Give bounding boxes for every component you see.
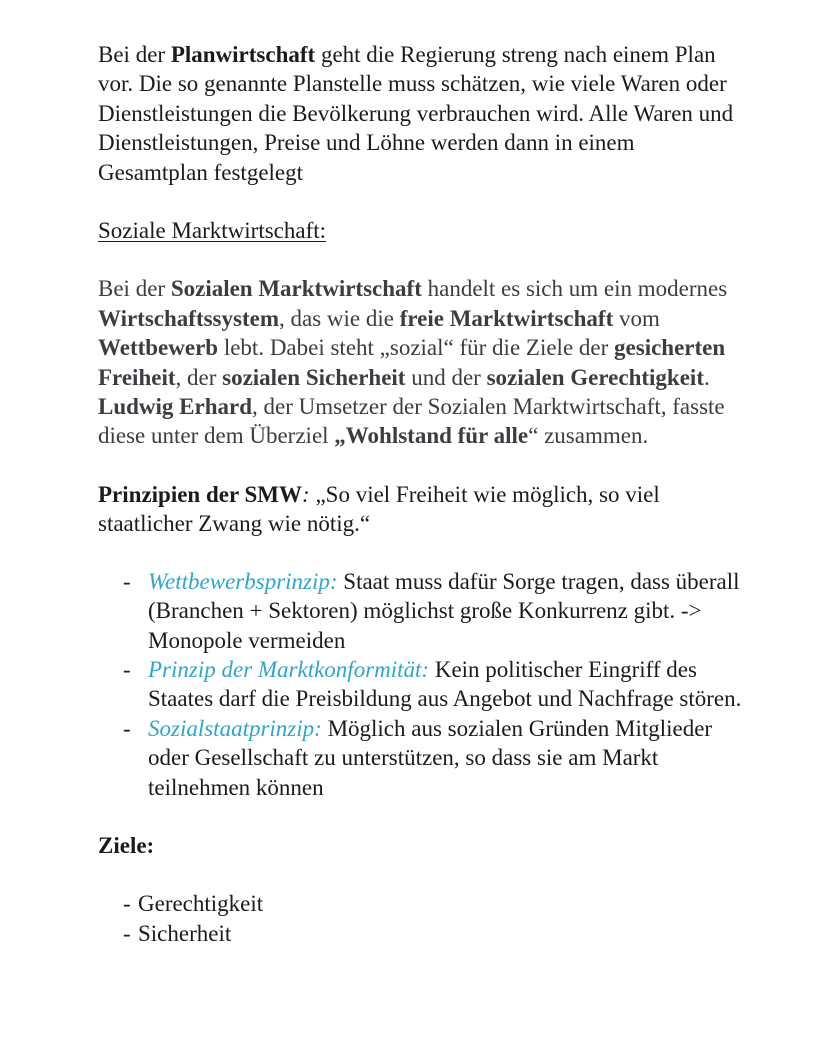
planwirtschaft-paragraph xyxy=(98,40,748,187)
list-item xyxy=(98,567,748,655)
principle-text: Staat muss dafür Sorge tragen, dass überall (Branchen + Sektoren) möglichst große Konkurrenz gibt. -> Monopole vermeiden xyxy=(148,568,740,653)
smw-heading: Soziale Marktwirtschaft: xyxy=(98,218,327,244)
term-wohlstand-fuer-alle: „Wohlstand für alle xyxy=(334,423,529,449)
document-page xyxy=(98,40,748,948)
spacer xyxy=(98,860,748,889)
spacer xyxy=(98,802,748,831)
dash-bullet: - xyxy=(123,715,131,741)
smw-paragraph xyxy=(98,274,748,450)
list-item xyxy=(98,889,748,918)
principle-name: Sozialstaatprinzip: xyxy=(148,715,322,741)
principle-name: Wettbewerbsprinzip: xyxy=(148,568,338,594)
dash-bullet: - xyxy=(123,656,131,682)
ziele-heading xyxy=(98,831,748,860)
text-run: , der xyxy=(175,364,223,390)
spacer xyxy=(98,245,748,274)
principle-text: Kein politischer Eingriff des Staates darf die Preisbildung aus Angebot und Nachfrage stören. xyxy=(148,656,742,712)
text-run: Bei der xyxy=(98,276,171,302)
term-wettbewerb: Wettbewerb xyxy=(98,335,219,361)
list-item xyxy=(98,655,748,714)
term-wirtschaftssystem: Wirtschaftssystem xyxy=(98,305,279,331)
text-run: “ zusammen. xyxy=(528,423,649,449)
dash-bullet: - xyxy=(123,891,131,917)
dash-bullet: - xyxy=(123,920,131,946)
text-run: , das wie die xyxy=(279,305,400,331)
term-freie-marktwirtschaft: freie Marktwirtschaft xyxy=(399,305,614,331)
term-ludwig-erhard: Ludwig Erhard xyxy=(98,394,253,420)
prinzipien-label: Prinzipien der SMW xyxy=(98,481,303,507)
list-item xyxy=(98,919,748,948)
dash-bullet: - xyxy=(123,568,131,594)
text-run: handelt es sich um ein modernes xyxy=(421,276,728,302)
text-run: geht die Regierung streng nach einem Plan vor. Die so genannte Planstelle muss schätzen, wie viele Waren oder Dienstleistungen die Bevölkerung verbrauchen wird. Alle Waren und Dienstleistungen, Preise und Löhne werden dann in einem Gesamtplan festgelegt xyxy=(98,42,734,185)
ziele-heading-text: Ziele: xyxy=(98,832,155,858)
list-item xyxy=(98,714,748,802)
principle-name: Prinzip der Marktkonformität: xyxy=(148,656,430,682)
spacer xyxy=(98,539,748,567)
principle-text: Möglich aus sozialen Gründen Mitglieder oder Gesellschaft zu unterstützen, so dass sie am Markt teilnehmen können xyxy=(148,715,713,800)
spacer xyxy=(98,187,748,216)
prinzipien-paragraph xyxy=(98,480,748,539)
prinzipien-colon: : xyxy=(302,481,310,507)
ziel-text: Sicherheit xyxy=(138,920,232,946)
term-planwirtschaft: Planwirtschaft xyxy=(170,42,316,67)
text-run: . xyxy=(703,364,710,390)
text-run: lebt. Dabei steht „sozial“ für die Ziele der xyxy=(218,335,615,361)
term-soziale-marktwirtschaft: Sozialen Marktwirtschaft xyxy=(170,276,422,302)
term-gesicherte-freiheit: gesicherten Freiheit xyxy=(98,335,726,390)
spacer xyxy=(98,451,748,480)
text-run: und der xyxy=(405,364,487,390)
text-run: , der Umsetzer der Sozialen Marktwirtschaft, fasste diese unter dem Überziel xyxy=(98,394,725,449)
ziel-text: Gerechtigkeit xyxy=(138,891,264,917)
text-run: vom xyxy=(613,305,660,331)
ziele-list xyxy=(98,889,748,948)
principles-list xyxy=(98,567,748,802)
term-soziale-gerechtigkeit: sozialen Gerechtigkeit xyxy=(486,364,704,390)
prinzipien-quote: „So viel Freiheit wie möglich, so viel staatlicher Zwang wie nötig.“ xyxy=(98,481,660,537)
text-run: Bei der xyxy=(98,42,171,67)
term-soziale-sicherheit: sozialen Sicherheit xyxy=(222,364,406,390)
